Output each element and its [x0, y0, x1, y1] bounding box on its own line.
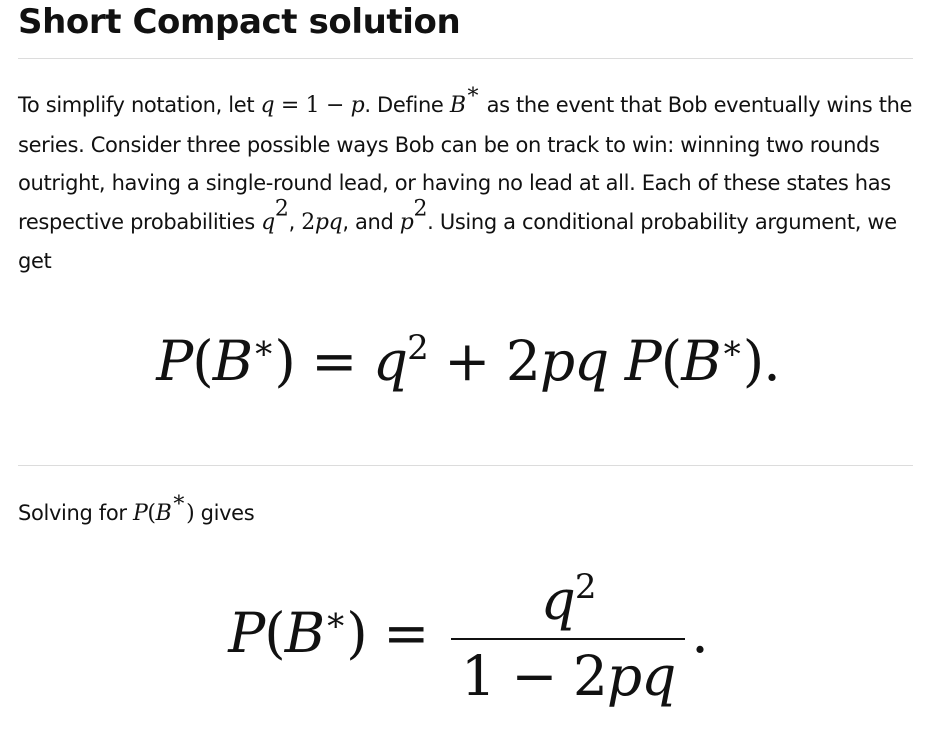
solving-math-P: P: [132, 501, 148, 526]
eq2-num-q: q: [540, 568, 575, 632]
eq1-space: [608, 329, 624, 393]
eq2-num-exponent: 2: [574, 566, 596, 607]
page-title: Short Compact solution: [18, 2, 461, 42]
eq2-rparen: ): [346, 601, 367, 665]
math-q: q: [260, 93, 275, 118]
math-exponent-2: 2: [274, 196, 289, 222]
solving-math-lparen: (: [147, 501, 156, 526]
eq1-star2: ∗: [720, 327, 743, 368]
math-star: ∗: [465, 79, 481, 105]
eq1-rparen2: ).: [742, 329, 780, 393]
math-p: p: [350, 93, 365, 118]
eq1-equals: =: [294, 329, 373, 393]
solving-math-rparen: ): [186, 501, 195, 526]
eq2-fraction: [451, 568, 685, 708]
intro-text-6: . Using a conditional probability argument, we get: [18, 209, 897, 274]
math-p-squared-base: p: [399, 209, 414, 235]
eq2-B: B: [284, 601, 325, 665]
eq2-lparen: (: [264, 601, 285, 665]
solving-math-star: ∗: [171, 487, 187, 513]
eq1-plus: +: [427, 329, 506, 393]
intro-text-3: as the event that Bob eventually wins the series. Consider three possible ways Bob can be on track to win: winning two rounds outright, having a single-round lead, or having no lead at all. Each of these states has respective probabilities: [18, 93, 913, 234]
math-pq: pq: [314, 209, 343, 235]
eq1-P2: P: [624, 329, 661, 393]
eq2-den-pq: pq: [606, 644, 676, 708]
solving-text-2: gives: [194, 501, 255, 525]
eq2-P: P: [228, 601, 265, 665]
equation-1: [0, 326, 936, 396]
eq1-star: ∗: [252, 327, 275, 368]
math-B: B: [449, 93, 466, 118]
eq2-star: ∗: [324, 599, 347, 640]
eq1-B2: B: [681, 329, 721, 393]
intro-text-2: . Define: [364, 93, 450, 117]
eq2-denominator: [451, 638, 685, 708]
heading-divider: [18, 58, 913, 59]
intro-paragraph: [18, 79, 918, 281]
eq1-P: P: [156, 329, 193, 393]
eq1-lparen2: (: [660, 329, 682, 393]
equation-2: [0, 568, 936, 708]
eq2-period: .: [691, 601, 708, 665]
math-two: 2: [301, 209, 315, 235]
eq1-q: q: [372, 329, 408, 393]
intro-and: , and: [342, 209, 400, 234]
section-divider: [18, 465, 913, 466]
solving-paragraph: [18, 487, 918, 534]
eq2-den-one-minus-two: 1 − 2: [460, 644, 607, 708]
math-q-squared-base: q: [261, 209, 275, 235]
eq1-exponent: 2: [407, 327, 428, 368]
intro-text-1: To simplify notation, let: [18, 93, 261, 117]
eq1-B: B: [212, 329, 253, 393]
eq1-pq: pq: [539, 329, 609, 393]
solving-math-B: B: [155, 501, 172, 526]
eq2-equals: =: [366, 601, 445, 665]
eq1-rparen: ): [274, 329, 295, 393]
math-exponent-2b: 2: [413, 196, 428, 222]
eq2-numerator: [531, 568, 606, 638]
solving-text-1: Solving for: [18, 501, 133, 525]
eq1-two: 2: [505, 329, 540, 393]
eq1-lparen: (: [192, 329, 213, 393]
math-equals-one-minus: = 1 −: [274, 93, 351, 118]
intro-comma: ,: [288, 209, 302, 234]
